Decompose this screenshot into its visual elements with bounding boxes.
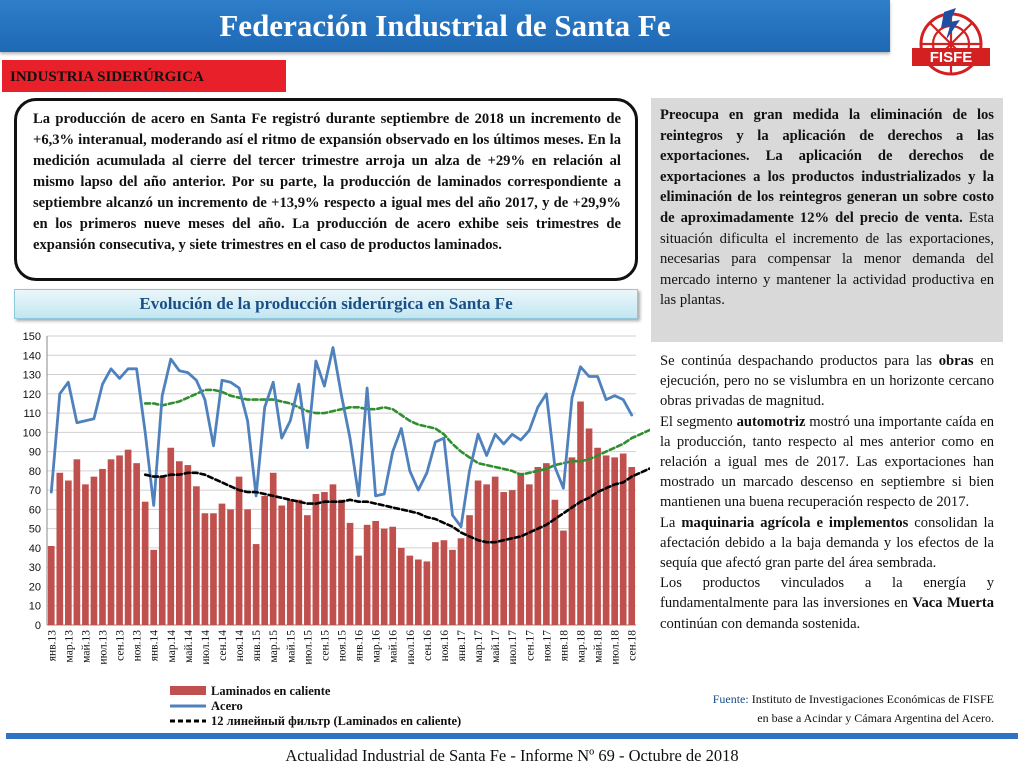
x-tick-label: май.17 [490, 630, 503, 663]
bar-laminados [628, 467, 635, 625]
y-tick-label: 30 [28, 562, 41, 575]
logo-text: FISFE [929, 49, 973, 66]
bar-laminados [509, 490, 516, 625]
bar-laminados [500, 492, 507, 625]
legend-label-acero: Acero [211, 699, 243, 713]
source-line-2: en base a Acindar y Cámara Argentina del Acero. [757, 711, 994, 725]
bar-laminados [560, 531, 567, 625]
x-tick-label: май.15 [285, 630, 298, 663]
x-tick-label: июл.17 [507, 630, 520, 665]
x-tick-label: май.14 [182, 630, 195, 663]
x-tick-label: мар.15 [268, 630, 281, 663]
legend-label-laminados: Laminados en caliente [211, 684, 331, 698]
bar-laminados [108, 459, 115, 625]
bar-laminados [74, 459, 81, 625]
bar-laminados [116, 455, 123, 625]
bar-laminados [517, 473, 524, 625]
paragraph-automotriz: El segmento automotriz mostró una importante caída en la producción, tanto respecto al mes anterior como en relación a igual mes de 2017. Las exportaciones han mostrado un marcado descenso en septiembre si bien mantienen una buena recuperación respecto de 2017. [660, 413, 994, 511]
x-tick-label: ноя.16 [438, 630, 451, 662]
y-tick-label: 140 [22, 350, 41, 363]
bar-laminados [569, 457, 576, 625]
sector-commentary [660, 351, 994, 634]
bar-laminados [381, 529, 388, 625]
bar-laminados [142, 502, 149, 625]
y-tick-label: 100 [22, 427, 41, 440]
bar-laminados [483, 484, 490, 625]
y-tick-label: 130 [22, 369, 41, 382]
source-label: Fuente: [712, 692, 749, 706]
legend-label-moving-average: 12 линейный фильтр (Laminados en caliente) [211, 714, 462, 728]
bar-laminados [535, 467, 542, 625]
export-concerns-bold: Preocupa en gran medida la eliminación de los reintegros y la aplicación de derechos a las exportaciones. La aplicación de derechos de exportaciones a los productos industrializados y la eliminación de los reintegros generan un sobre costo de aproximadamente 12% del precio de venta. [660, 107, 994, 226]
x-tick-label: мар.16 [370, 630, 383, 663]
bar-laminados [176, 461, 183, 625]
bar-laminados [415, 559, 422, 625]
chart-title: Evolución de la producción siderúrgica en Santa Fe [139, 294, 513, 313]
x-tick-label: май.16 [387, 630, 400, 663]
x-tick-label: ноя.17 [541, 630, 554, 662]
footer-divider [6, 733, 1018, 739]
x-tick-label: сен.18 [626, 630, 639, 661]
y-tick-label: 40 [28, 542, 41, 555]
bar-laminados [261, 496, 268, 625]
bar-laminados [492, 477, 499, 625]
paragraph-maquinaria: La maquinaria agrícola e implementos consolidan la afectación debido a la baja demanda y los efectos de la sequía que afectó gran parte del área sembrada. [660, 514, 994, 572]
bar-laminados [133, 463, 140, 625]
bar-laminados [48, 546, 55, 625]
bar-laminados [594, 448, 601, 625]
bar-laminados [526, 484, 533, 625]
x-tick-label: сен.16 [421, 630, 434, 661]
bar-laminados [347, 523, 354, 625]
fisfe-logo [906, 6, 996, 86]
y-tick-label: 110 [23, 408, 41, 421]
export-concerns-regular: Esta situación dificulta el incremento de las exportaciones, necesarias para compensar la menor demanda del mercado interno y mantener la actividad productiva en las plantas. [660, 209, 994, 309]
x-tick-label: июл.15 [302, 630, 315, 665]
x-tick-label: сен.15 [319, 630, 332, 661]
x-tick-label: янв.14 [148, 630, 161, 662]
bar-laminados [603, 455, 610, 625]
bar-laminados [441, 540, 448, 625]
x-tick-label: ноя.15 [336, 630, 349, 662]
bar-laminados [475, 481, 482, 626]
x-tick-label: май.13 [80, 630, 93, 663]
bar-laminados [295, 500, 302, 625]
bar-laminados [406, 556, 413, 625]
paragraph-obras: Se continúa despachando productos para las obras en ejecución, pero no se vislumbra en un horizonte cercano obras privadas de magnitud. [660, 353, 994, 410]
export-concerns-box [651, 98, 1003, 342]
x-tick-label: янв.15 [251, 630, 264, 662]
bar-laminados [56, 473, 63, 625]
bar-laminados [355, 556, 362, 625]
x-tick-label: ноя.13 [131, 630, 144, 662]
source-line-1: Instituto de Investigaciones Económicas de FISFE [748, 692, 994, 706]
bar-laminados [236, 477, 243, 625]
bar-laminados [372, 521, 379, 625]
y-tick-label: 70 [28, 485, 41, 498]
bar-laminados [91, 477, 98, 625]
bar-laminados [330, 484, 337, 625]
bar-laminados [99, 469, 106, 625]
x-tick-label: мар.18 [575, 630, 588, 663]
x-tick-label: мар.14 [165, 630, 178, 663]
source-note [660, 690, 994, 728]
bar-laminados [458, 538, 465, 625]
y-tick-label: 60 [28, 504, 41, 517]
bar-laminados [432, 542, 439, 625]
bar-laminados [150, 550, 157, 625]
bar-laminados [210, 513, 217, 625]
x-tick-label: сен.17 [524, 630, 537, 661]
footer-text: Actualidad Industrial de Santa Fe - Informe Nº 69 - Octubre de 2018 [285, 746, 739, 765]
legend-swatch-laminados [170, 686, 206, 695]
x-tick-label: июл.13 [97, 630, 110, 665]
x-tick-label: мар.17 [473, 630, 486, 663]
bar-laminados [543, 463, 550, 625]
x-tick-label: янв.16 [353, 630, 366, 662]
x-tick-label: ноя.14 [234, 630, 247, 662]
bar-laminados [159, 477, 166, 625]
steel-production-chart [0, 320, 650, 740]
section-label [2, 60, 286, 92]
y-tick-label: 50 [28, 523, 41, 536]
bar-laminados [244, 509, 251, 625]
bar-laminados [389, 527, 396, 625]
bar-laminados [219, 504, 226, 625]
bar-laminados [611, 457, 618, 625]
page-title: Federación Industrial de Santa Fe [219, 8, 671, 43]
bar-laminados [466, 515, 473, 625]
x-tick-label: янв.13 [46, 630, 59, 662]
bar-laminados [620, 454, 627, 625]
y-tick-label: 0 [34, 620, 41, 632]
x-tick-label: июл.16 [404, 630, 417, 665]
y-tick-label: 150 [22, 331, 41, 343]
x-tick-label: янв.18 [558, 630, 571, 662]
bar-laminados [287, 500, 294, 625]
bar-laminados [424, 561, 431, 625]
x-tick-label: май.18 [592, 630, 605, 663]
bar-laminados [65, 481, 72, 626]
intro-text: La producción de acero en Santa Fe registró durante septiembre de 2018 un incremento de +6,3% interanual, moderando así el ritmo de expansión observado en los últimos meses. En la medición acumulada al cierre del tercer trimestre arroja un alza de +29% en relación al mismo lapso del año anterior. Por su parte, la producción de laminados correspondiente a septiembre alcanzó un incremento de +13,9% respecto a igual mes del año 2017, y de +29,9% en los primeros nueve meses del año. La producción de acero exhibe seis trimestres de expansión consecutiva, y siete trimestres en el caso de productos laminados. [33, 111, 621, 253]
x-tick-label: янв.17 [456, 630, 469, 662]
bar-laminados [338, 500, 345, 625]
y-tick-label: 10 [28, 600, 41, 613]
x-tick-label: мар.13 [63, 630, 76, 663]
paragraph-energia: Los productos vinculados a la energía y fundamentalmente para las inversiones en Vaca Muerta continúan con demanda sostenida. [660, 575, 994, 632]
x-tick-label: сен.14 [216, 630, 229, 661]
x-tick-label: сен.13 [114, 630, 127, 661]
x-tick-label: июл.18 [609, 630, 622, 665]
bar-laminados [185, 465, 192, 625]
section-label-text: INDUSTRIA SIDERÚRGICA [10, 69, 204, 85]
bar-laminados [577, 402, 584, 625]
bar-laminados [313, 494, 320, 625]
bar-laminados [304, 515, 311, 625]
bar-laminados [82, 484, 89, 625]
bar-laminados [321, 492, 328, 625]
intro-text-box [14, 98, 638, 281]
bar-laminados [125, 450, 132, 625]
y-tick-label: 120 [22, 388, 41, 401]
bar-laminados [193, 486, 200, 625]
bar-laminados [227, 509, 234, 625]
bar-laminados [202, 513, 209, 625]
bar-laminados [449, 550, 456, 625]
y-tick-label: 20 [28, 581, 41, 594]
bar-laminados [253, 544, 260, 625]
bar-laminados [398, 548, 405, 625]
y-tick-label: 80 [28, 465, 41, 478]
y-tick-label: 90 [28, 446, 41, 459]
x-tick-label: июл.14 [199, 630, 212, 665]
bar-laminados [364, 525, 371, 625]
bar-laminados [278, 506, 285, 625]
